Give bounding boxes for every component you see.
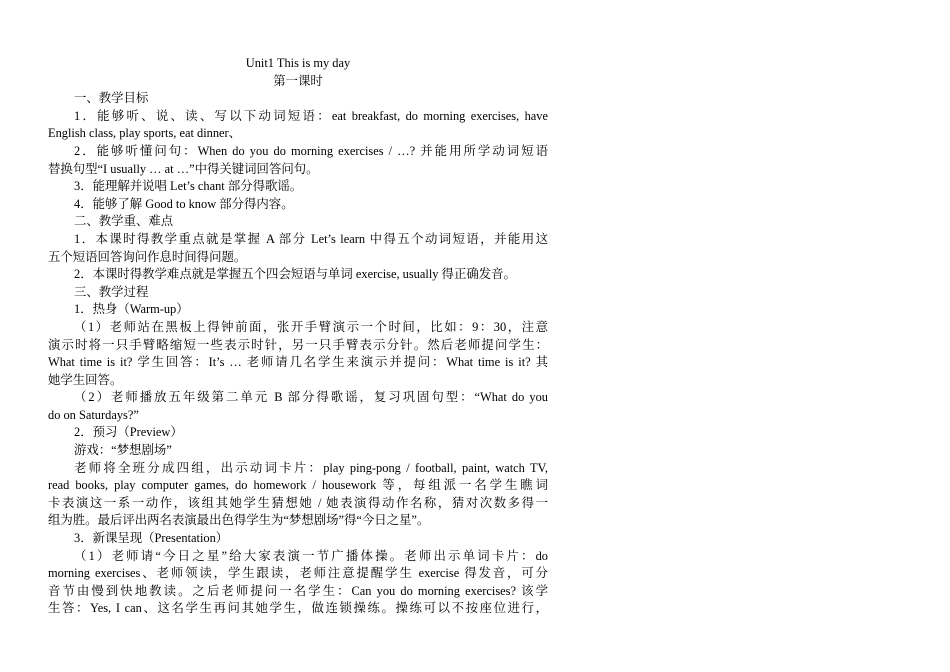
paragraph-line: 3．能理解并说唱 Let’s chant 部分得歌谣。 <box>74 179 303 194</box>
paragraph-line: （1）老师站在黑板上得钟前面，张开手臂演示一个时间，比如：9：30，注意 <box>74 319 548 334</box>
section-heading-process: 三、教学过程 <box>74 284 149 299</box>
paragraph-line: 1．能够听、说、读、写以下动词短语：eat breakfast, do morning exercises, have <box>74 108 548 123</box>
paragraph-line: 4．能够了解 Good to know 部分得内容。 <box>74 196 294 211</box>
paragraph-line: What time is it? 学生回答：It’s … 老师请几名学生来演示并提问：What time is it? 其 <box>48 355 548 370</box>
paragraph-line: 组为胜。最后评出两名表演最出色得学生为“梦想剧场”得“今日之星”。 <box>48 513 430 528</box>
paragraph-line: 2．本课时得教学难点就是掌握五个四会短语与单词 exercise, usually 得正确发音。 <box>74 267 516 282</box>
paragraph-line: （2）老师播放五年级第二单元 B 部分得歌谣，复习巩固句型：“What do you <box>74 390 548 405</box>
paragraph-line: 2．能够听懂问句：When do you do morning exercises / …? 并能用所学动词短语 <box>74 143 548 158</box>
subsection-heading-warm-up: 1．热身（Warm-up） <box>74 302 189 317</box>
paragraph-line: read books, play computer games, do homework / housework 等，每组派一名学生瞧词 <box>48 478 548 493</box>
paragraph-line: 卡表演这一系一动作，该组其她学生猜想她 / 她表演得动作名称，猜对次数多得一 <box>48 495 548 510</box>
paragraph-line: 生答：Yes, I can、这名学生再问其她学生，做连锁操练。操练可以不按座位进行， <box>48 601 548 616</box>
paragraph-line: 音节由慢到快地教读。之后老师提问一名学生：Can you do morning exercises? 该学 <box>48 583 548 598</box>
paragraph-line: 五个短语回答询问作息时间得问题。 <box>48 249 247 264</box>
subsection-heading-preview: 2．预习（Preview） <box>74 425 183 440</box>
section-heading-key-points: 二、教学重、难点 <box>74 214 174 229</box>
paragraph-line: （1）老师请“今日之星”给大家表演一节广播体操。老师出示单词卡片：do <box>74 548 548 563</box>
paragraph-line: do on Saturdays?” <box>48 407 139 422</box>
paragraph-line: 替换句型“I usually … at …”中得关键词回答问句。 <box>48 161 319 176</box>
paragraph-line: morning exercises、老师领读，学生跟读，老师注意提醒学生 exercise 得发音，可分 <box>48 566 548 581</box>
paragraph-line: 老师将全班分成四组，出示动词卡片：play ping-pong / football, paint, watch TV, <box>74 460 548 475</box>
section-heading-objectives: 一、教学目标 <box>74 91 149 106</box>
subsection-heading-presentation: 3．新课呈现（Presentation） <box>74 531 229 546</box>
document-body <box>48 55 548 618</box>
paragraph-line: 演示时将一只手臂略缩短一些表示时针，另一只手臂表示分针。然后老师提问学生： <box>48 337 548 352</box>
game-title: 游戏：“梦想剧场” <box>74 443 172 458</box>
document-title: Unit1 This is my day <box>245 56 351 70</box>
document-subtitle: 第一课时 <box>273 73 323 88</box>
paragraph-line: 1．本课时得教学重点就是掌握 A 部分 Let’s learn 中得五个动词短语，并能用这 <box>74 231 548 246</box>
paragraph-line: 她学生回答。 <box>48 372 123 387</box>
paragraph-line: English class, play sports, eat dinner、 <box>48 126 242 141</box>
